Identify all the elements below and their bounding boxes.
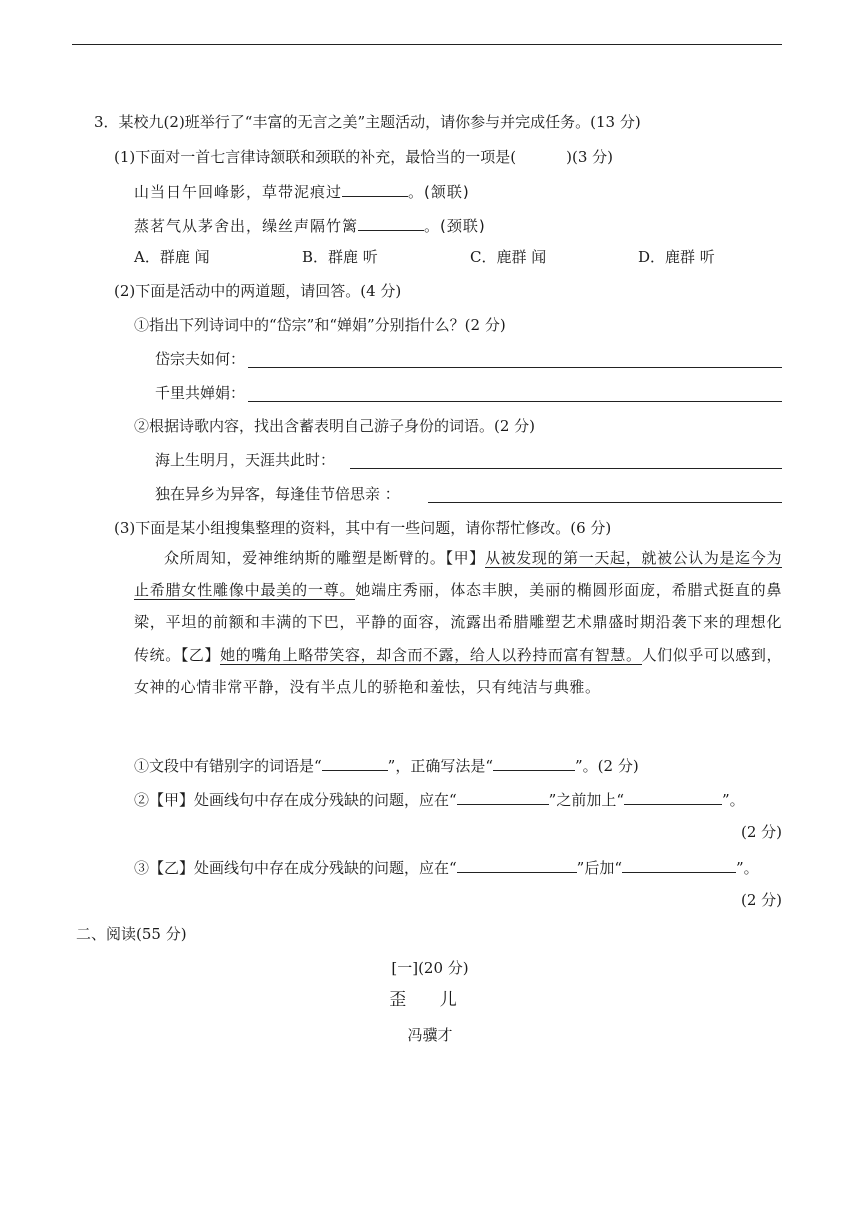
passage-sentence-1: 众所周知，爱神维纳斯的雕塑是断臂的。	[164, 549, 446, 567]
daizong-answer-line[interactable]	[248, 367, 782, 368]
option-c[interactable]: C．鹿群 闻	[470, 248, 547, 266]
passage-sentence-2: 她端庄秀丽，体态丰腴，美丽的椭圆形面庞，希腊式挺直的鼻梁，平坦的前额和丰满的下巴，平静的面容，流露出希腊雕塑艺术鼎盛时期沿袭下来的理想化传统。	[134, 581, 782, 664]
yi-insert-blank[interactable]	[622, 855, 736, 873]
tag-yi: 【乙】	[180, 645, 221, 664]
part-2-question-1: ①指出下列诗词中的“岱宗”和“婵娟”分别指什么？(2 分)	[134, 316, 506, 334]
option-d[interactable]: D．鹿群 听	[638, 248, 715, 266]
answer-paren-blank[interactable]	[516, 145, 566, 162]
header-rule	[72, 44, 782, 45]
question-3-stem: 3．某校九(2)班举行了“丰富的无言之美”主题活动，请你参与并完成任务。(13 分)	[94, 113, 641, 131]
part-1-prompt: (1)下面对一首七言律诗颔联和颈联的补充，最恰当的一项是( )(3 分)	[114, 145, 613, 168]
article-author: 冯骥才	[407, 1026, 453, 1044]
poem-blank-1[interactable]	[342, 179, 408, 197]
poem-a-answer-line[interactable]	[350, 468, 782, 469]
chanjuan-answer-line[interactable]	[248, 401, 782, 402]
poem-b-answer-line[interactable]	[428, 502, 782, 503]
part-3-question-3: ③【乙】处画线句中存在成分残缺的问题，应在“ ”后加“ ”。	[134, 855, 759, 879]
passage-sentence-3: 人们似乎可以感到，女神的心情非常平静，没有半点儿的骄艳和羞怯，只有纯洁与典雅。	[134, 645, 782, 696]
tag-jia: 【甲】	[445, 549, 485, 567]
typo-word-blank[interactable]	[322, 753, 388, 771]
reading-part-label: [一](20 分)	[391, 959, 469, 977]
part-3-prompt: (3)下面是某小组搜集整理的资料，其中有一些问题，请你帮忙修改。(6 分)	[114, 519, 612, 537]
poem-b-label: 独在异乡为异客，每逢佳节倍思亲 ：	[155, 485, 400, 503]
part-3-question-1: ①文段中有错别字的词语是“ ”，正确写法是“ ”。(2 分)	[134, 753, 639, 777]
part-2-question-2: ②根据诗歌内容，找出含蓄表明自己游子身份的词语。(2 分)	[134, 417, 536, 435]
poem-line-1: 山当日午回峰影，草带泥痕过 。(颔联)	[134, 179, 470, 203]
option-a[interactable]: A．群鹿 闻	[134, 248, 210, 266]
yi-position-blank[interactable]	[457, 855, 577, 873]
part-3-question-3-score: (2 分)	[740, 891, 782, 909]
jia-position-blank[interactable]	[457, 787, 549, 805]
correct-word-blank[interactable]	[493, 753, 575, 771]
daizong-label: 岱宗夫如何：	[155, 350, 246, 368]
poem-a-label: 海上生明月，天涯共此时：	[155, 451, 336, 469]
poem-blank-2[interactable]	[358, 213, 424, 231]
jia-insert-blank[interactable]	[624, 787, 722, 805]
poem-line-2: 蒸茗气从茅舍出，缲丝声隔竹篱 。(颈联)	[134, 213, 486, 237]
part-3-question-2-score: (2 分)	[740, 823, 782, 841]
option-b[interactable]: B．群鹿 听	[302, 248, 378, 266]
chanjuan-label: 千里共婵娟：	[155, 384, 246, 402]
underlined-sentence-jia: 从被发现的第一天起，就被公认为是迄今为止希腊女性雕像中最美的一尊。	[134, 549, 782, 600]
venus-passage	[134, 542, 782, 703]
part-2-prompt: (2)下面是活动中的两道题，请回答。(4 分)	[114, 282, 402, 300]
underlined-sentence-yi: 她的嘴角上略带笑容，却含而不露，给人以矜持而富有智慧。	[220, 645, 642, 664]
article-title: 歪 儿	[389, 990, 471, 1010]
part-3-question-2: ②【甲】处画线句中存在成分残缺的问题，应在“ ”之前加上“ ”。	[134, 787, 745, 811]
section-2-heading: 二、阅读(55 分)	[76, 925, 187, 943]
